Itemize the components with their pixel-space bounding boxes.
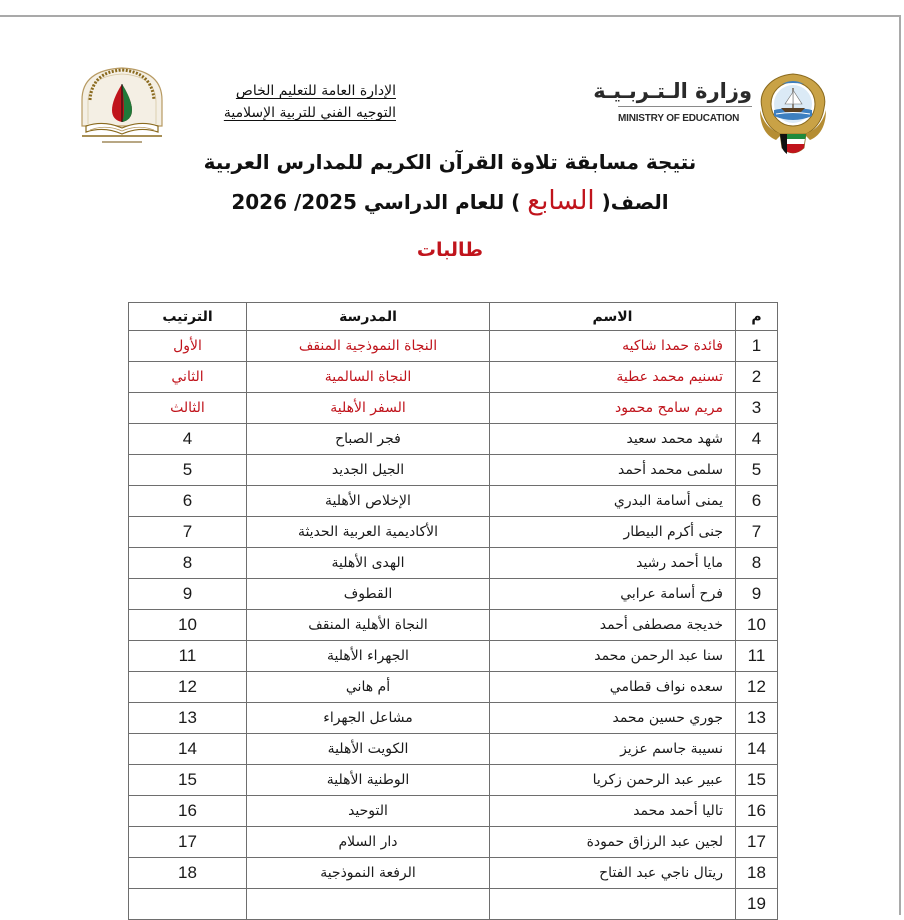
- table-row: [129, 455, 778, 486]
- cell-rank: 16: [129, 796, 247, 827]
- cell-rank: 5: [129, 455, 247, 486]
- table-row: [129, 734, 778, 765]
- cell-rank: 14: [129, 734, 247, 765]
- cell-rank: 10: [129, 610, 247, 641]
- cell-name: جنى أكرم البيطار: [490, 517, 736, 548]
- cell-rank: 15: [129, 765, 247, 796]
- cell-rank: الثالث: [129, 393, 247, 424]
- table-row: [129, 703, 778, 734]
- cell-school: أم هاني: [247, 672, 490, 703]
- cell-name: تاليا أحمد محمد: [490, 796, 736, 827]
- cell-school: الأكاديمية العربية الحديثة: [247, 517, 490, 548]
- cell-num: 3: [736, 393, 778, 424]
- cell-name: لجين عبد الرزاق حمودة: [490, 827, 736, 858]
- table-header-row: [129, 303, 778, 331]
- cell-name: ريتال ناجي عبد الفتاح: [490, 858, 736, 889]
- cell-rank: 7: [129, 517, 247, 548]
- cell-num: 12: [736, 672, 778, 703]
- grade-name: السابع: [527, 186, 595, 216]
- islamic-education-logo-icon: [72, 60, 172, 148]
- department-heading: [186, 80, 396, 124]
- cell-num: 2: [736, 362, 778, 393]
- department-line-1: الإدارة العامة للتعليم الخاص: [235, 83, 396, 99]
- table-row: [129, 827, 778, 858]
- cell-school: الرفعة النموذجية: [247, 858, 490, 889]
- cell-name: سنا عبد الرحمن محمد: [490, 641, 736, 672]
- cell-school: النجاة الأهلية المنقف: [247, 610, 490, 641]
- cell-num: 10: [736, 610, 778, 641]
- grade-title: [200, 182, 700, 221]
- header-rank: الترتيب: [129, 303, 247, 331]
- cell-rank: 8: [129, 548, 247, 579]
- cell-name: [490, 889, 736, 920]
- grade-year: ) للعام الدراسي 2025/ 2026: [231, 190, 521, 214]
- cell-name: سلمى محمد أحمد: [490, 455, 736, 486]
- table-row: [129, 331, 778, 362]
- cell-rank: 4: [129, 424, 247, 455]
- ministry-wordmark: [593, 78, 752, 124]
- cell-school: الإخلاص الأهلية: [247, 486, 490, 517]
- table-row: [129, 362, 778, 393]
- results-table: [128, 302, 778, 920]
- cell-num: 6: [736, 486, 778, 517]
- cell-school: [247, 889, 490, 920]
- cell-num: 11: [736, 641, 778, 672]
- cell-rank: 9: [129, 579, 247, 610]
- table-body: [129, 331, 778, 920]
- cell-num: 1: [736, 331, 778, 362]
- cell-name: سعده نواف قطامي: [490, 672, 736, 703]
- cell-rank: 6: [129, 486, 247, 517]
- cell-school: النجاة السالمية: [247, 362, 490, 393]
- cell-num: 7: [736, 517, 778, 548]
- cell-name: جوري حسين محمد: [490, 703, 736, 734]
- table-row: [129, 548, 778, 579]
- cell-name: فائدة حمدا شاكيه: [490, 331, 736, 362]
- cell-school: الكويت الأهلية: [247, 734, 490, 765]
- table-row: [129, 393, 778, 424]
- table-row: [129, 765, 778, 796]
- table-row: [129, 672, 778, 703]
- cell-school: الهدى الأهلية: [247, 548, 490, 579]
- cell-num: 8: [736, 548, 778, 579]
- title-block: [200, 146, 700, 265]
- cell-school: السفر الأهلية: [247, 393, 490, 424]
- cell-school: مشاعل الجهراء: [247, 703, 490, 734]
- cell-rank: 13: [129, 703, 247, 734]
- cell-num: 18: [736, 858, 778, 889]
- table-row: [129, 858, 778, 889]
- ministry-name-arabic: وزارة الـتـربـيـة: [618, 78, 752, 107]
- cell-school: التوحيد: [247, 796, 490, 827]
- cell-num: 4: [736, 424, 778, 455]
- cell-rank: [129, 889, 247, 920]
- department-line-2: التوجيه الفني للتربية الإسلامية: [223, 105, 396, 121]
- cell-school: دار السلام: [247, 827, 490, 858]
- cell-rank: 12: [129, 672, 247, 703]
- header-num: م: [736, 303, 778, 331]
- cell-school: النجاة النموذجية المنقف: [247, 331, 490, 362]
- cell-school: فجر الصباح: [247, 424, 490, 455]
- header-name: الاسم: [490, 303, 736, 331]
- cell-num: 5: [736, 455, 778, 486]
- cell-rank: الثاني: [129, 362, 247, 393]
- cell-rank: 18: [129, 858, 247, 889]
- cell-num: 16: [736, 796, 778, 827]
- cell-name: فرح أسامة عرابي: [490, 579, 736, 610]
- cell-num: 13: [736, 703, 778, 734]
- cell-num: 17: [736, 827, 778, 858]
- cell-school: الجيل الجديد: [247, 455, 490, 486]
- cell-name: مريم سامح محمود: [490, 393, 736, 424]
- cell-school: الجهراء الأهلية: [247, 641, 490, 672]
- table-row: [129, 641, 778, 672]
- cell-num: 14: [736, 734, 778, 765]
- table-row: [129, 486, 778, 517]
- cell-name: خديجة مصطفى أحمد: [490, 610, 736, 641]
- ministry-name-english: MINISTRY OF EDUCATION: [618, 113, 740, 124]
- main-title: نتيجة مسابقة تلاوة القرآن الكريم للمدارس العربية: [203, 150, 697, 174]
- cell-num: 9: [736, 579, 778, 610]
- table-row: [129, 796, 778, 827]
- cell-num: 19: [736, 889, 778, 920]
- cell-num: 15: [736, 765, 778, 796]
- table-row: [129, 424, 778, 455]
- cell-rank: 11: [129, 641, 247, 672]
- cell-school: الوطنية الأهلية: [247, 765, 490, 796]
- cell-name: نسيبة جاسم عزيز: [490, 734, 736, 765]
- header-school: المدرسة: [247, 303, 490, 331]
- grade-prefix: الصف(: [601, 190, 669, 214]
- cell-name: يمنى أسامة البدري: [490, 486, 736, 517]
- cell-rank: 17: [129, 827, 247, 858]
- kuwait-emblem-icon: [756, 70, 830, 160]
- cell-name: تسنيم محمد عطية: [490, 362, 736, 393]
- section-title: طالبات: [416, 239, 484, 261]
- cell-name: شهد محمد سعيد: [490, 424, 736, 455]
- table-row: [129, 610, 778, 641]
- table-row: [129, 517, 778, 548]
- cell-name: مايا أحمد رشيد: [490, 548, 736, 579]
- cell-name: عبير عبد الرحمن زكريا: [490, 765, 736, 796]
- cell-school: القطوف: [247, 579, 490, 610]
- table-row: [129, 889, 778, 920]
- cell-rank: الأول: [129, 331, 247, 362]
- table-row: [129, 579, 778, 610]
